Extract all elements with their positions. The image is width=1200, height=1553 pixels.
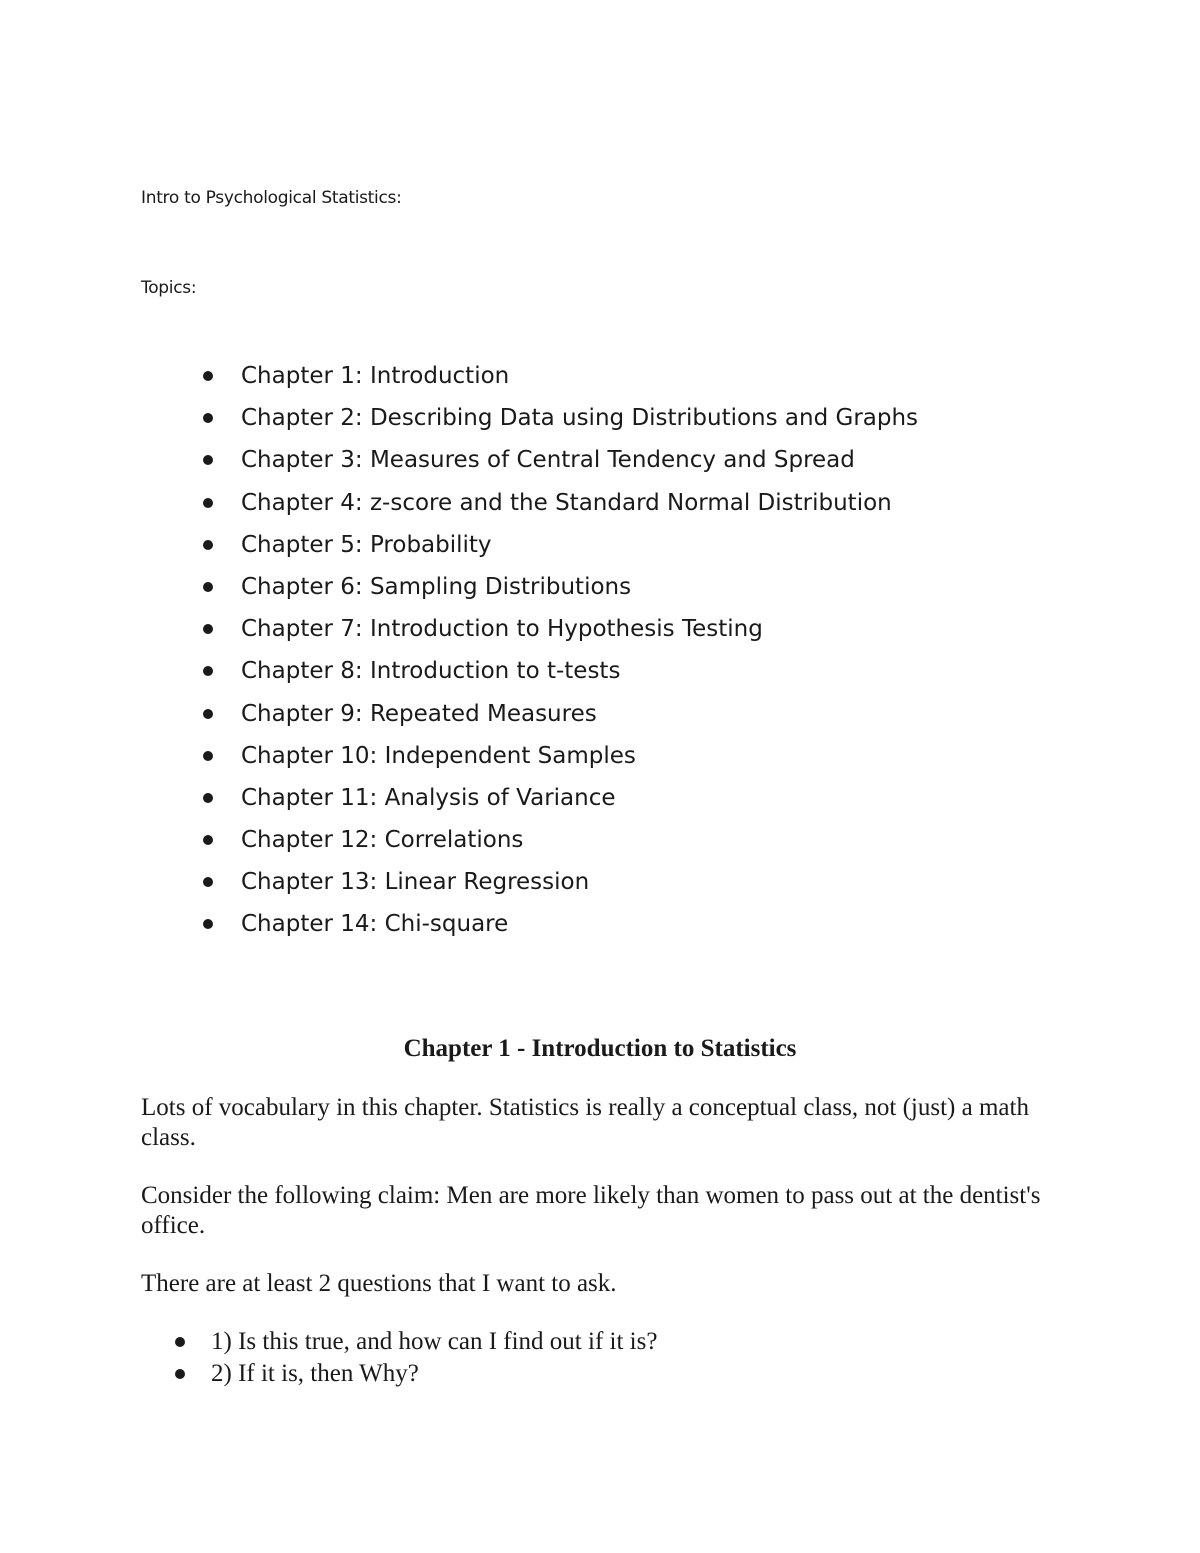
chapter-label: Chapter 12: Correlations [241,827,524,854]
bullet-icon [203,877,213,887]
bullet-icon [203,919,213,929]
bullet-icon [203,624,213,634]
question-text: 2) If it is, then Why? [211,1360,419,1387]
bullet-icon [175,1337,185,1347]
chapter-label: Chapter 6: Sampling Distributions [241,573,632,600]
bullet-icon [203,709,213,719]
chapter-label: Chapter 14: Chi-square [241,911,509,938]
chapter-label: Chapter 11: Analysis of Variance [241,784,616,811]
bullet-icon [203,540,213,550]
bullet-icon [203,666,213,676]
paragraph: There are at least 2 questions that I want to ask. [141,1270,617,1297]
bullet-icon [203,835,213,845]
bullet-icon [203,371,213,381]
chapter-label: Chapter 3: Measures of Central Tendency and Spread [241,447,855,474]
bullet-icon [203,793,213,803]
chapter-label: Chapter 8: Introduction to t-tests [241,658,621,685]
chapter-label: Chapter 9: Repeated Measures [241,700,597,727]
chapter-label: Chapter 2: Describing Data using Distributions and Graphs [241,405,919,432]
chapter-label: Chapter 4: z-score and the Standard Normal Distribution [241,489,892,516]
bullet-icon [203,455,213,465]
paragraph: Lots of vocabulary in this chapter. Statistics is really a conceptual class, not (just) a math class. [141,1094,1029,1151]
bullet-icon [203,498,213,508]
chapter-label: Chapter 1: Introduction [241,363,510,389]
document-title: Intro to Psychological Statistics: [141,188,402,208]
bullet-icon [203,751,213,761]
paragraph: Consider the following claim: Men are more likely than women to pass out at the dentist's office. [141,1182,1041,1239]
section-heading: Chapter 1 - Introduction to Statistics [403,1035,797,1062]
question-text: 1) Is this true, and how can I find out if it is? [211,1328,658,1355]
chapter-label: Chapter 7: Introduction to Hypothesis Testing [241,616,763,643]
bullet-icon [175,1369,185,1379]
chapter-label: Chapter 10: Independent Samples [241,742,636,769]
chapter-label: Chapter 13: Linear Regression [241,869,590,896]
chapter-label: Chapter 5: Probability [241,531,492,558]
topics-label: Topics: [141,278,197,298]
bullet-icon [203,413,213,423]
bullet-icon [203,582,213,592]
